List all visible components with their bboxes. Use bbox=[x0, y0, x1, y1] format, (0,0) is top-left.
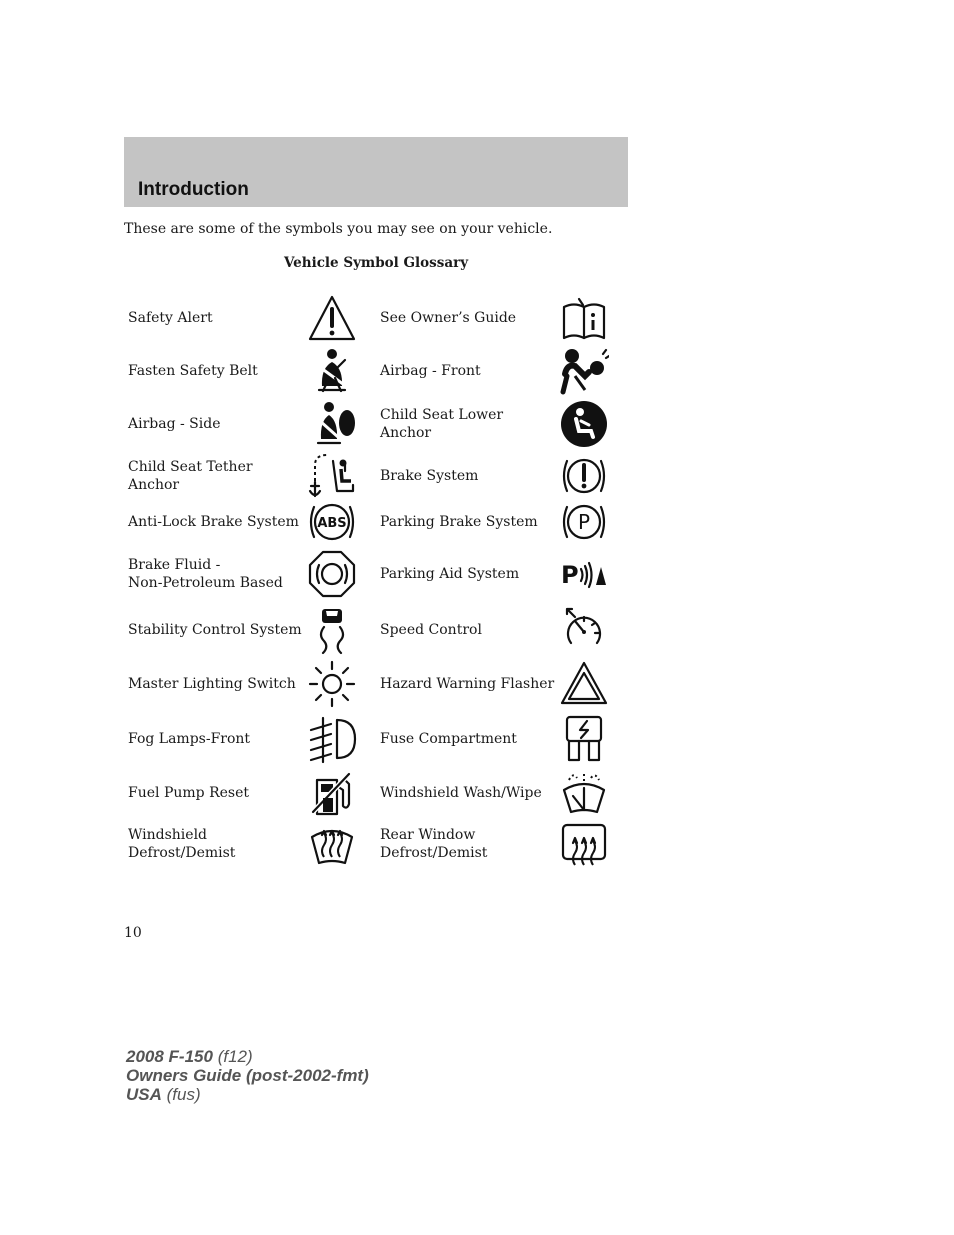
symbol-label: See Owner’s Guide bbox=[380, 310, 517, 326]
parking-aid-icon bbox=[559, 549, 609, 599]
intro-text: These are some of the symbols you may see on your vehicle. bbox=[124, 221, 553, 237]
stability-control-icon bbox=[307, 605, 357, 655]
brake-system-icon bbox=[559, 451, 609, 501]
seat-belt-icon bbox=[307, 346, 357, 396]
fuel-pump-reset-icon bbox=[307, 768, 357, 818]
rear-window-defrost-icon bbox=[559, 819, 609, 869]
symbol-label: Master Lighting Switch bbox=[128, 676, 296, 692]
symbol-label: Parking Brake System bbox=[380, 514, 538, 530]
symbol-label: Child Seat Tether Anchor bbox=[128, 459, 253, 493]
windshield-wash-wipe-icon bbox=[559, 768, 609, 818]
symbol-label: Safety Alert bbox=[128, 310, 213, 326]
footer-guide: Owners Guide (post-2002-fmt) bbox=[126, 1066, 369, 1085]
windshield-defrost-icon bbox=[307, 819, 357, 869]
page-number: 10 bbox=[124, 925, 142, 941]
footer-market: USA bbox=[126, 1085, 162, 1104]
section-title: Introduction bbox=[138, 179, 249, 200]
symbol-label: Anti-Lock Brake System bbox=[128, 514, 299, 530]
speed-control-icon bbox=[559, 605, 609, 655]
symbol-label: Rear Window Defrost/Demist bbox=[380, 827, 488, 861]
symbol-label: Parking Aid System bbox=[380, 566, 520, 582]
svg-text:P: P bbox=[577, 510, 591, 534]
symbol-label: Hazard Warning Flasher bbox=[380, 676, 555, 692]
symbol-label: Airbag - Side bbox=[128, 416, 221, 432]
airbag-front-icon bbox=[559, 346, 609, 396]
section-header bbox=[124, 137, 628, 207]
child-seat-tether-icon bbox=[307, 451, 357, 501]
svg-text:P: P bbox=[561, 561, 579, 589]
parking-brake-icon bbox=[559, 497, 609, 547]
footer-model: 2008 F-150 bbox=[126, 1047, 213, 1066]
symbol-label: Child Seat Lower Anchor bbox=[380, 407, 504, 441]
symbol-label: Fuel Pump Reset bbox=[128, 785, 249, 801]
symbol-label: Fuse Compartment bbox=[380, 731, 517, 747]
glossary-title: Vehicle Symbol Glossary bbox=[283, 255, 469, 271]
fuse-compartment-icon bbox=[559, 714, 609, 764]
master-lighting-icon bbox=[307, 659, 357, 709]
symbol-label: Stability Control System bbox=[128, 622, 302, 638]
footer-market-code: (fus) bbox=[166, 1085, 201, 1104]
safety-alert-icon bbox=[307, 293, 357, 343]
footer-model-code: (f12) bbox=[217, 1047, 253, 1066]
hazard-flasher-icon bbox=[559, 659, 609, 709]
document-footer bbox=[126, 1047, 369, 1104]
symbol-label: Airbag - Front bbox=[380, 363, 481, 379]
symbol-label: Brake Fluid - Non-Petroleum Based bbox=[128, 557, 283, 591]
symbol-label: Fog Lamps-Front bbox=[128, 731, 251, 747]
child-seat-lower-anchor-icon bbox=[559, 399, 609, 449]
symbol-label: Brake System bbox=[380, 468, 479, 484]
symbol-label: Speed Control bbox=[380, 622, 482, 638]
symbol-label: Windshield Wash/Wipe bbox=[380, 785, 542, 801]
abs-icon bbox=[307, 497, 357, 547]
owners-guide-icon bbox=[559, 293, 609, 343]
symbol-label: Fasten Safety Belt bbox=[128, 363, 258, 379]
brake-fluid-icon bbox=[307, 549, 357, 599]
airbag-side-icon bbox=[307, 399, 357, 449]
symbol-label: Windshield Defrost/Demist bbox=[128, 827, 236, 861]
fog-lamps-icon bbox=[307, 714, 357, 764]
svg-text:ABS: ABS bbox=[317, 516, 347, 531]
